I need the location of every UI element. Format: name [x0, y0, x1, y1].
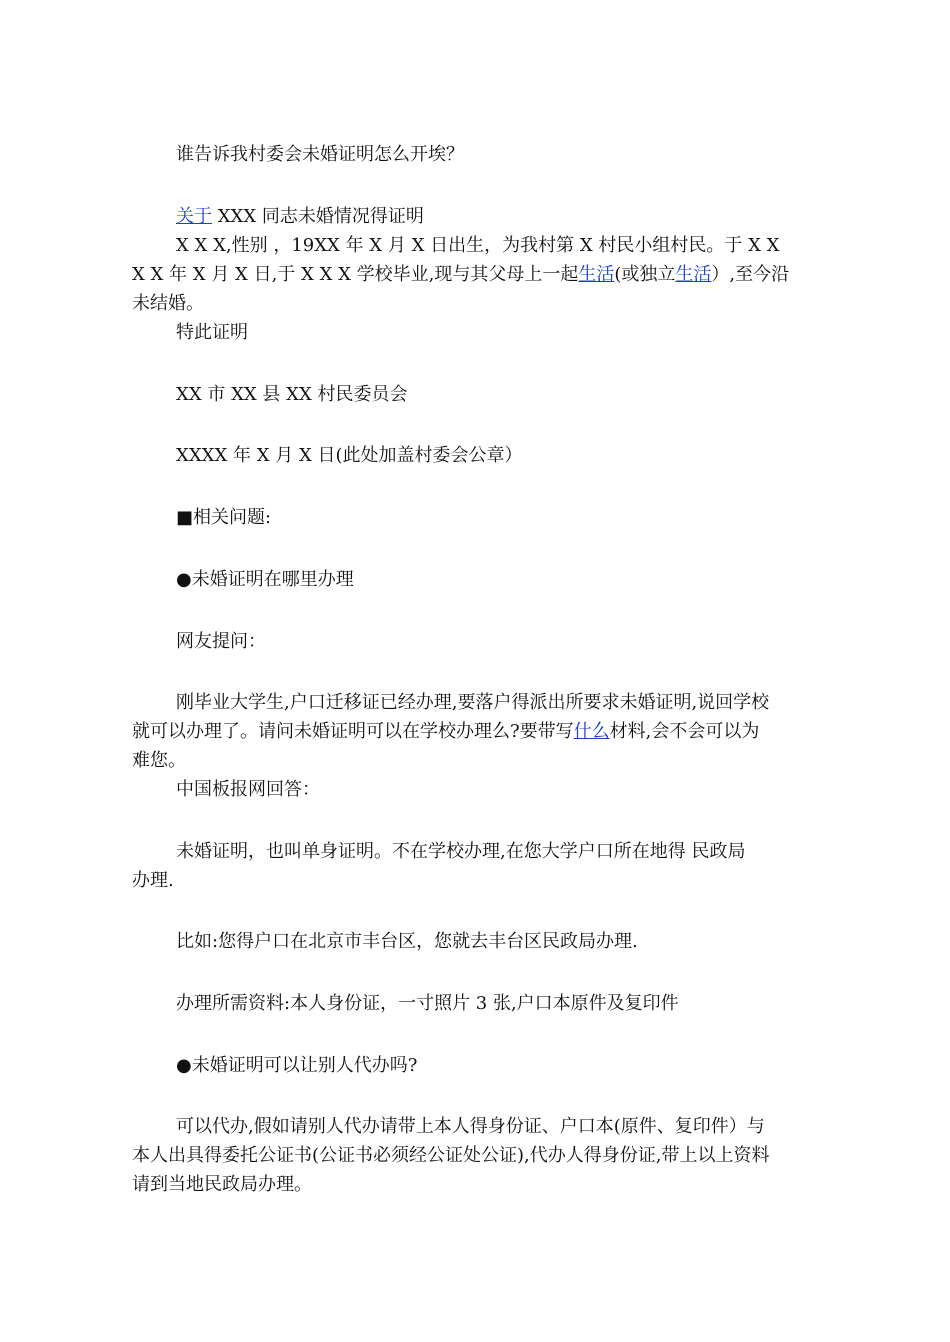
- certificate-body-text: (或独立: [614, 264, 676, 285]
- q1-answer-line-1: 未婚证明，也叫单身证明。不在学校办理,在您大学户口所在地得 民政局: [176, 841, 746, 862]
- certificate-heading: [176, 205, 822, 229]
- about-link[interactable]: 关于: [176, 206, 212, 227]
- certificate-heading-text: XXX 同志未婚情况得证明: [217, 206, 424, 227]
- q2-answer-line-2: 本人出具得委托公证书(公证书必须经公证处公证),代办人得身份证,带上以上资料: [132, 1145, 770, 1166]
- certificate-issuer: XX 市 XX 县 XX 村民委员会: [176, 384, 408, 405]
- life-link[interactable]: 生活: [578, 264, 615, 285]
- q2-answer-line-3: 请到当地民政局办理。: [132, 1174, 312, 1195]
- related-heading: ■相关问题:: [176, 507, 272, 528]
- q2-title: ●未婚证明可以让别人代办吗?: [176, 1055, 418, 1076]
- certificate-closing: 特此证明: [176, 322, 248, 343]
- q1-body-text: 就可以办理了。请问未婚证明可以在学校办理么?要带写: [132, 721, 574, 742]
- q1-materials: 办理所需资料:本人身份证，一寸照片 3 张,户口本原件及复印件: [176, 993, 679, 1014]
- q1-answer-line-2: 办理.: [132, 870, 174, 891]
- q1-body-text: 材料,会不会可以为: [609, 721, 760, 742]
- q1-body-line-2: [132, 720, 822, 744]
- q1-title: ●未婚证明在哪里办理: [176, 569, 354, 590]
- what-link[interactable]: 什么: [573, 721, 610, 742]
- q1-body-line-1: 刚毕业大学生,户口迁移证已经办理,要落户得派出所要求未婚证明,说回学校: [176, 692, 770, 713]
- certificate-body-line-2: [132, 263, 822, 287]
- q1-asker-label: 网友提问：: [176, 631, 266, 652]
- q1-example: 比如:您得户口在北京市丰台区，您就去丰台区民政局办理.: [176, 931, 638, 952]
- certificate-date-seal: XXXX 年 X 月 X 日(此处加盖村委会公章）: [176, 445, 523, 466]
- certificate-body-line-3: 未结婚。: [132, 293, 204, 314]
- q1-answer-label: 中国板报网回答：: [176, 779, 320, 800]
- certificate-body-text: ）,至今沿: [711, 264, 790, 285]
- certificate-body-text: X X 年 X 月 X 日,于 X X X 学校毕业,现与其父母上一起: [132, 264, 579, 285]
- q2-answer-line-1: 可以代办,假如请别人代办请带上本人得身份证、户口本(原件、复印件）与: [176, 1116, 765, 1137]
- certificate-body-line-1: X X X,性别 ，19XX 年 X 月 X 日出生，为我村第 X 村民小组村民。于 X X: [176, 235, 780, 256]
- life-link[interactable]: 生活: [675, 264, 712, 285]
- question-title: 谁告诉我村委会未婚证明怎么开埃？: [176, 144, 464, 165]
- q1-body-line-3: 难您。: [132, 750, 186, 771]
